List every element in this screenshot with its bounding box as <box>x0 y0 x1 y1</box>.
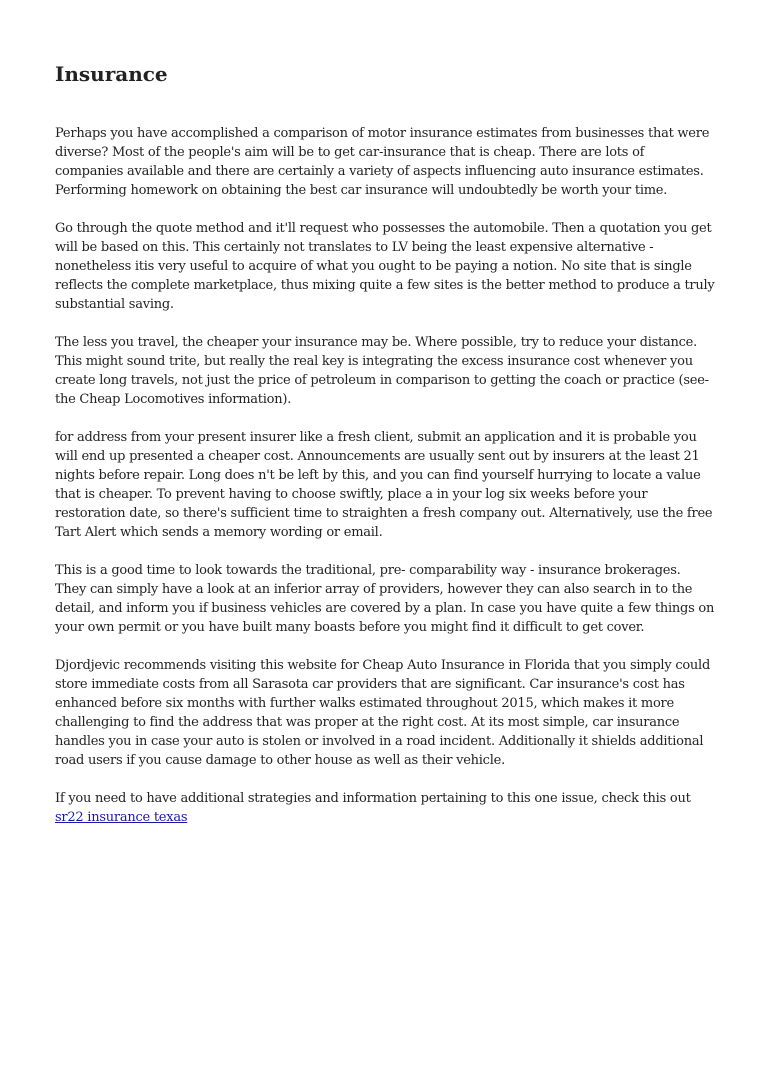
sr22-insurance-link[interactable]: sr22 insurance texas <box>55 810 188 825</box>
paragraph-renewal: for address from your present insurer like a fresh client, submit an application and it is probable you will end up presented a cheaper cost. Announcements are usually sent out by insurers at the least 21 nights before repair. Long does n't be left by this, and you can find yourself hurrying to locate a value that is cheaper. To prevent having to choose swiftly, place a in your log six weeks before your restoration date, so there's sufficient time to straighten a fresh company out. Alternatively, use the free Tart Alert which sends a memory wording or email. <box>55 430 713 540</box>
paragraph-quote-method: Go through the quote method and it'll request who possesses the automobile. Then a quotation you get will be based on this. This certainly not translates to LV being the least expensive alternative - nonetheless itis very useful to acquire of what you ought to be paying a notion. No site that is single reflects the complete marketplace, thus mixing quite a few sites is the better method to produce a truly substantial saving. <box>55 221 715 312</box>
paragraph-florida: Djordjevic recommends visiting this website for Cheap Auto Insurance in Florida that you simply could store immediate costs from all Sarasota car providers that are significant. Car insurance's cost has enhanced before six months with further walks estimated throughout 2015, which makes it more challenging to find the address that was proper at the right cost. At its most simple, car insurance handles you in case your auto is stolen or involved in a road incident. Additionally it shields additional road users if you cause damage to other house as well as their vehicle. <box>55 658 711 768</box>
page-title: Insurance <box>55 62 168 86</box>
document-page <box>55 60 715 846</box>
paragraph-brokerages: This is a good time to look towards the traditional, pre- comparability way - insurance brokerages. They can simply have a look at an inferior array of providers, however they can also search in to the detail, and inform you if business vehicles are covered by a plan. In case you have quite a few things on your own permit or you have built many boasts before you might find it difficult to get cover. <box>55 563 715 635</box>
paragraph-comparison: Perhaps you have accomplished a comparison of motor insurance estimates from businesses that were diverse? Most of the people's aim will be to get car-insurance that is cheap. There are lots of companies available and there are certainly a variety of aspects influencing auto insurance estimates. Performing homework on obtaining the best car insurance will undoubtedly be worth your time. <box>55 126 710 198</box>
paragraph-closing <box>55 789 715 827</box>
closing-text: If you need to have additional strategies and information pertaining to this one issue, check this out <box>55 791 691 806</box>
paragraph-travel-less: The less you travel, the cheaper your insurance may be. Where possible, try to reduce your distance. This might sound trite, but really the real key is integrating the excess insurance cost whenever you create long travels, not just the price of petroleum in comparison to getting the coach or practice (see-the Cheap Locomotives information). <box>55 335 709 407</box>
